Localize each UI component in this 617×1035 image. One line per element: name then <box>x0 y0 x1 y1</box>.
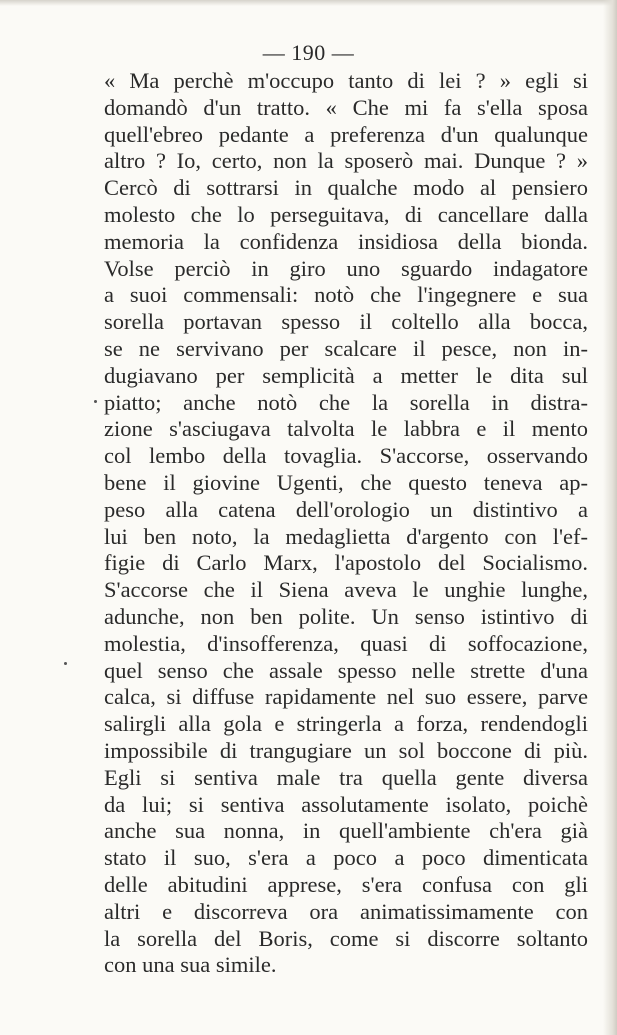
text-line: sorella portavan spesso il coltello alla bocca, <box>104 309 588 335</box>
text-line: anche sua nonna, in quell'ambiente ch'era già <box>104 818 588 844</box>
text-line: figie di Carlo Marx, l'apostolo del Socialismo. <box>104 550 588 576</box>
text-line: S'accorse che il Siena aveva le unghie lunghe, <box>104 577 588 603</box>
text-line: a suoi commensali: notò che l'ingegnere e sua <box>104 282 588 308</box>
text-line: altri e discorreva ora animatissimamente con <box>104 898 588 924</box>
text-line: zione s'asciugava talvolta le labbra e il mento <box>104 416 588 442</box>
text-line: con una sua simile. <box>104 952 277 978</box>
text-line: peso alla catena dell'orologio un distintivo a <box>104 496 588 522</box>
text-line: memoria la confidenza insidiosa della bionda. <box>104 228 588 254</box>
text-line: Cercò di sottrarsi in qualche modo al pensiero <box>104 175 588 201</box>
text-line: dugiavano per semplicità a metter le dita sul <box>104 362 588 388</box>
page-number: — 190 — <box>262 40 355 65</box>
text-line: lui ben noto, la medaglietta d'argento con l'ef- <box>104 523 588 549</box>
body-text <box>104 68 588 979</box>
text-line: Egli si sentiva male tra quella gente diversa <box>104 764 588 790</box>
text-line: « Ma perchè m'occupo tanto di lei ? » egli si <box>104 68 588 93</box>
text-line: impossibile di trangugiare un sol boccone di più. <box>104 737 588 763</box>
text-line: Volse perciò in giro uno sguardo indagatore <box>104 255 588 281</box>
text-line: adunche, non ben polite. Un senso istintivo di <box>104 603 588 629</box>
text-line: molestia, d'insofferenza, quasi di soffocazione, <box>104 630 588 656</box>
margin-speck <box>64 662 67 665</box>
text-line: piatto; anche notò che la sorella in distra- <box>104 389 588 415</box>
page-binding-shadow <box>603 0 617 1035</box>
text-line: domandò d'un tratto. « Che mi fa s'ella sposa <box>104 94 588 120</box>
text-line: se ne servivano per scalcare il pesce, non in- <box>104 335 588 361</box>
text-line: la sorella del Boris, come si discorre soltanto <box>104 925 588 951</box>
text-line: delle abitudini apprese, s'era confusa con gli <box>104 871 588 897</box>
text-line: bene il giovine Ugenti, che questo teneva ap- <box>104 469 588 495</box>
text-line: salirgli alla gola e stringerla a forza, rendendogli <box>104 711 588 737</box>
text-line: quell'ebreo pedante a preferenza d'un qualunque <box>104 121 588 147</box>
text-line: quel senso che assale spesso nelle strette d'una <box>104 657 588 683</box>
margin-speck <box>94 400 97 403</box>
text-line: col lembo della tovaglia. S'accorse, osservando <box>104 443 588 469</box>
page-top-shadow <box>0 0 617 6</box>
text-line: calca, si diffuse rapidamente nel suo essere, parve <box>104 684 588 710</box>
text-line: molesto che lo perseguitava, di cancellare dalla <box>104 201 588 227</box>
text-line: da lui; si sentiva assolutamente isolato, poichè <box>104 791 588 817</box>
text-line: stato il suo, s'era a poco a poco dimenticata <box>104 845 588 871</box>
text-line: altro ? Io, certo, non la sposerò mai. Dunque ? » <box>104 148 588 174</box>
